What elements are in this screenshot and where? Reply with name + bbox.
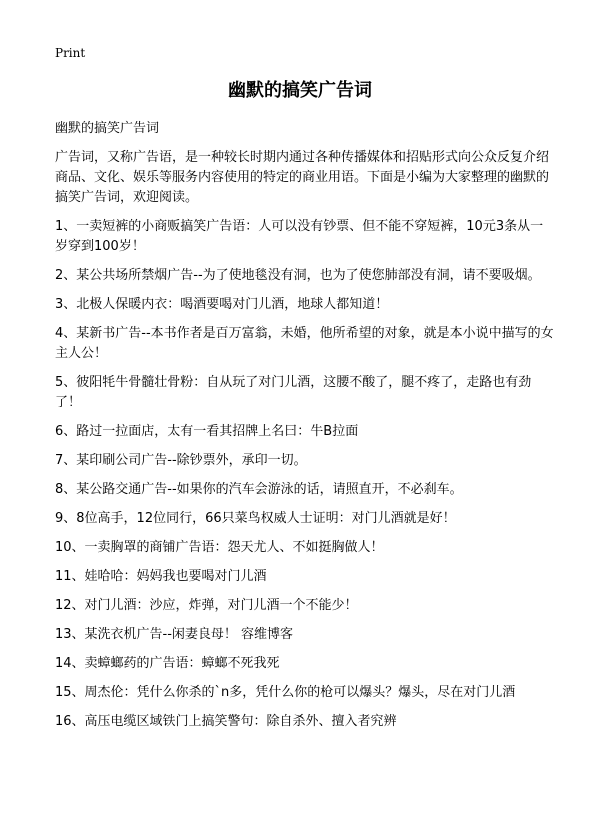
- slogan-item: 11、娃哈哈：妈妈我也要喝对门儿酒: [55, 569, 267, 584]
- slogan-item: 4、某新书广告--本书作者是百万富翁，未婚，他所希望的对象，就是本小说中描写的女主人公！: [55, 326, 554, 361]
- slogan-item: 2、某公共场所禁烟广告--为了使地毯没有洞，也为了使您肺部没有洞，请不要吸烟。: [55, 268, 541, 283]
- slogan-item: 15、周杰伦：凭什么你杀的`n多，凭什么你的枪可以爆头？爆头，尽在对门儿酒: [55, 685, 516, 700]
- slogan-item: 1、一卖短裤的小商贩搞笑广告语：人可以没有钞票、但不能不穿短裤，10元3条从一岁穿到100岁！: [55, 219, 544, 254]
- slogan-list: [55, 217, 555, 732]
- slogan-item: 14、卖蟑螂药的广告语：蟑螂不死我死: [55, 656, 280, 671]
- slogan-item: 5、彼阳牦牛骨髓壮骨粉：自从玩了对门儿酒，这腰不酸了，腿不疼了，走路也有劲了！: [55, 375, 532, 410]
- slogan-item: 7、某印刷公司广告--除钞票外，承印一切。: [55, 453, 307, 468]
- slogan-item: 13、某洗衣机广告--闲妻良母！ 容维博客: [55, 627, 294, 642]
- article-subtitle: 幽默的搞笑广告词: [55, 121, 160, 136]
- slogan-item: 10、一卖胸罩的商铺广告语：怨天尤人、不如挺胸做人！: [55, 540, 384, 555]
- slogan-item: 12、对门儿酒：沙应，炸弹，对门儿酒一个不能少！: [55, 598, 358, 613]
- article-body: [55, 119, 555, 741]
- slogan-item: 8、某公路交通广告--如果你的汽车会游泳的话，请照直开，不必刹车。: [55, 482, 463, 497]
- intro-paragraph: 广告词，又称广告语，是一种较长时期内通过各种传播媒体和招贴形式向公众反复介绍商品、文化、娱乐等服务内容使用的特定的商业用语。下面是小编为大家整理的幽默的搞笑广告词，欢迎阅读。: [55, 150, 550, 205]
- slogan-item: 6、路过一拉面店，太有一看其招牌上名曰：牛B拉面: [55, 424, 359, 439]
- page-title: 幽默的搞笑广告词: [228, 80, 372, 101]
- slogan-item: 9、8位高手，12位同行，66只菜鸟权威人士证明：对门儿酒就是好！: [55, 511, 456, 526]
- print-link[interactable]: Print: [55, 46, 86, 60]
- slogan-item: 3、北极人保暖内衣：喝酒要喝对门儿酒，地球人都知道！: [55, 297, 389, 312]
- slogan-item: 16、高压电缆区域铁门上搞笑警句：除自杀外、擅入者究辨: [55, 714, 397, 729]
